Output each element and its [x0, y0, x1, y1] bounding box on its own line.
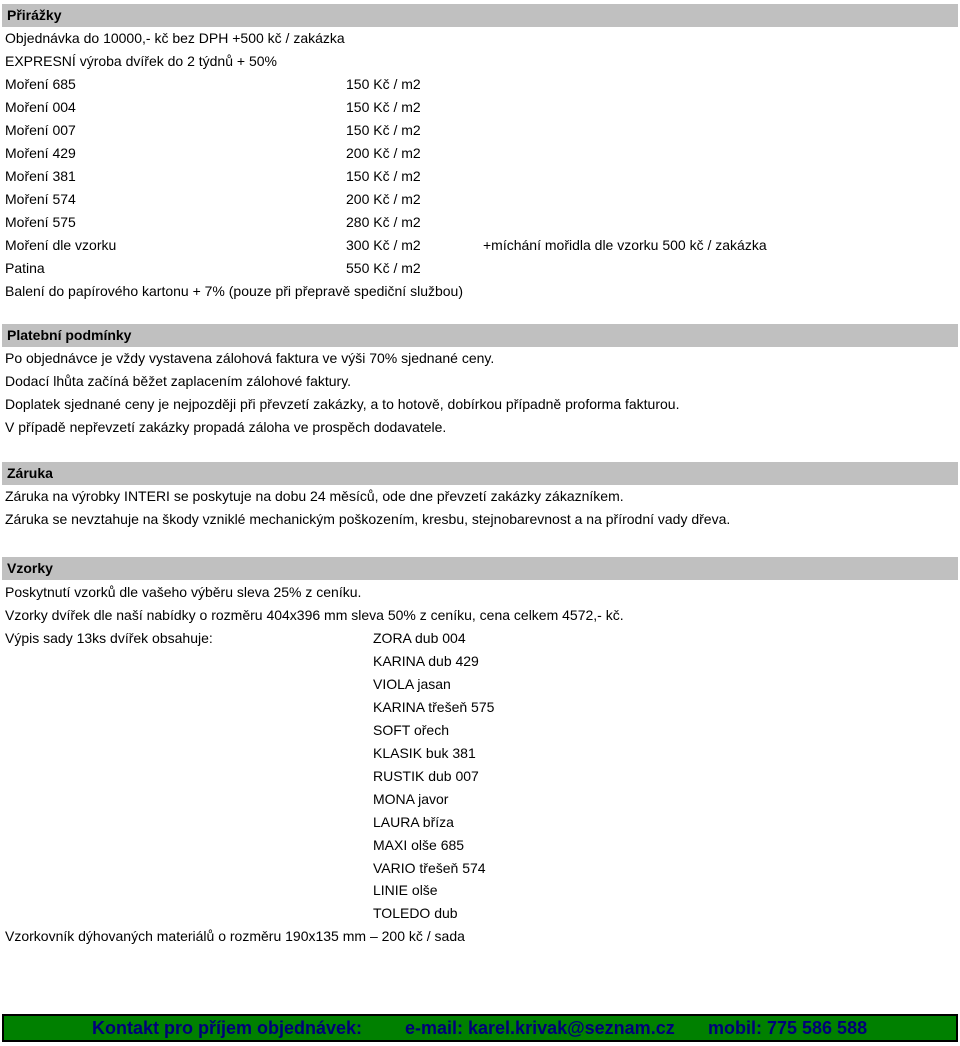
- sample-set-row: [0, 857, 960, 880]
- sample-set-item: KLASIK buk 381: [373, 745, 476, 761]
- surcharge-name: Moření 007: [5, 122, 76, 138]
- section-header-samples: Vzorky: [2, 557, 958, 580]
- sample-set-row: [0, 742, 960, 765]
- surcharge-text: EXPRESNÍ výroba dvířek do 2 týdnů + 50%: [5, 53, 277, 69]
- surcharge-name: Moření 574: [5, 191, 76, 207]
- samples-line: [0, 604, 960, 627]
- sample-set-row: [0, 650, 960, 673]
- sample-set-item: LAURA bříza: [373, 814, 454, 830]
- samples-line: [0, 581, 960, 604]
- section-header-payment: Platební podmínky: [2, 324, 958, 347]
- surcharge-price: 200 Kč / m2: [346, 145, 421, 161]
- sample-set-row: [0, 673, 960, 696]
- sample-set-row: [0, 719, 960, 742]
- payment-line: [0, 370, 960, 393]
- payment-line: [0, 347, 960, 370]
- sample-set-row: [0, 627, 960, 650]
- warranty-line: [0, 508, 960, 531]
- surcharge-price: 150 Kč / m2: [346, 122, 421, 138]
- surcharge-price: 150 Kč / m2: [346, 76, 421, 92]
- sample-set-row: [0, 765, 960, 788]
- samples-text: Vzorky dvířek dle naší nabídky o rozměru 404x396 mm sleva 50% z ceníku, cena celkem 4572,- kč.: [5, 607, 624, 623]
- sample-set-item: MAXI olše 685: [373, 837, 465, 853]
- sample-set-item: RUSTIK dub 007: [373, 768, 479, 784]
- surcharge-price: 550 Kč / m2: [346, 260, 421, 276]
- surcharge-row: [0, 211, 960, 234]
- surcharge-price: 150 Kč / m2: [346, 99, 421, 115]
- surcharge-name: Moření 429: [5, 145, 76, 161]
- section-header-warranty: Záruka: [2, 462, 958, 485]
- sample-set-item: KARINA dub 429: [373, 653, 479, 669]
- sample-set-row: [0, 902, 960, 925]
- surcharge-price: 300 Kč / m2: [346, 237, 421, 253]
- surcharge-name: Patina: [5, 260, 45, 276]
- surcharge-row: [0, 234, 960, 257]
- surcharge-price: 150 Kč / m2: [346, 168, 421, 184]
- surcharge-name: Moření 004: [5, 99, 76, 115]
- sample-set-item: LINIE olše: [373, 882, 438, 898]
- surcharge-row: [0, 142, 960, 165]
- warranty-text: Záruka se nevztahuje na škody vzniklé mechanickým poškozením, kresbu, stejnobarevnost a na přírodní vady dřeva.: [5, 511, 731, 527]
- samples-line: [0, 925, 960, 948]
- surcharge-price: 200 Kč / m2: [346, 191, 421, 207]
- section-header-prirazky: Přirážky: [2, 4, 958, 27]
- sample-set-row: [0, 879, 960, 902]
- surcharge-row: [0, 257, 960, 280]
- surcharge-line: [0, 50, 960, 73]
- surcharge-line: [0, 27, 960, 50]
- sample-set-row: [0, 834, 960, 857]
- surcharge-name: Moření 685: [5, 76, 76, 92]
- sample-set-item: TOLEDO dub: [373, 905, 458, 921]
- payment-text: Po objednávce je vždy vystavena zálohová faktura ve výši 70% sjednané ceny.: [5, 350, 495, 366]
- contact-bar: [2, 1014, 958, 1042]
- surcharge-line: [0, 280, 960, 303]
- surcharge-name: Moření dle vzorku: [5, 237, 117, 253]
- sample-set-item: MONA javor: [373, 791, 449, 807]
- surcharge-row: [0, 96, 960, 119]
- warranty-text: Záruka na výrobky INTERI se poskytuje na dobu 24 měsíců, ode dne převzetí zakázky zákazníkem.: [5, 488, 624, 504]
- sample-set-item: VARIO třešeň 574: [373, 860, 486, 876]
- surcharge-price: 280 Kč / m2: [346, 214, 421, 230]
- surcharge-row: [0, 188, 960, 211]
- surcharge-row: [0, 73, 960, 96]
- surcharge-row: [0, 165, 960, 188]
- sample-set-item: VIOLA jasan: [373, 676, 451, 692]
- payment-text: Dodací lhůta začíná běžet zaplacením zálohové faktury.: [5, 373, 352, 389]
- sample-set-item: ZORA dub 004: [373, 630, 466, 646]
- contact-email[interactable]: e-mail: karel.krivak@seznam.cz: [405, 1018, 675, 1038]
- surcharge-row: [0, 119, 960, 142]
- surcharge-name: Moření 575: [5, 214, 76, 230]
- payment-text: Doplatek sjednané ceny je nejpozději při převzetí zakázky, a to hotově, dobírkou případně proforma fakturou.: [5, 396, 680, 412]
- veneer-sampler-text: Vzorkovník dýhovaných materiálů o rozměru 190x135 mm – 200 kč / sada: [5, 928, 465, 944]
- payment-line: [0, 416, 960, 439]
- surcharge-text: Objednávka do 10000,- kč bez DPH +500 kč / zakázka: [5, 30, 345, 46]
- sample-set-item: KARINA třešeň 575: [373, 699, 495, 715]
- contact-label: Kontakt pro příjem objednávek:: [92, 1018, 363, 1038]
- sample-set-row: [0, 811, 960, 834]
- sample-set-item: SOFT ořech: [373, 722, 449, 738]
- samples-text: Poskytnutí vzorků dle vašeho výběru sleva 25% z ceníku.: [5, 584, 362, 600]
- packaging-text: Balení do papírového kartonu + 7% (pouze při přepravě spediční službou): [5, 283, 464, 299]
- sample-set-row: [0, 696, 960, 719]
- payment-line: [0, 393, 960, 416]
- surcharge-name: Moření 381: [5, 168, 76, 184]
- payment-text: V případě nepřevzetí zakázky propadá záloha ve prospěch dodavatele.: [5, 419, 447, 435]
- sample-set-label: Výpis sady 13ks dvířek obsahuje:: [5, 630, 213, 646]
- sample-set-row: [0, 788, 960, 811]
- warranty-line: [0, 485, 960, 508]
- surcharge-note: +míchání mořidla dle vzorku 500 kč / zakázka: [483, 237, 767, 253]
- contact-mobile[interactable]: mobil: 775 586 588: [708, 1018, 868, 1038]
